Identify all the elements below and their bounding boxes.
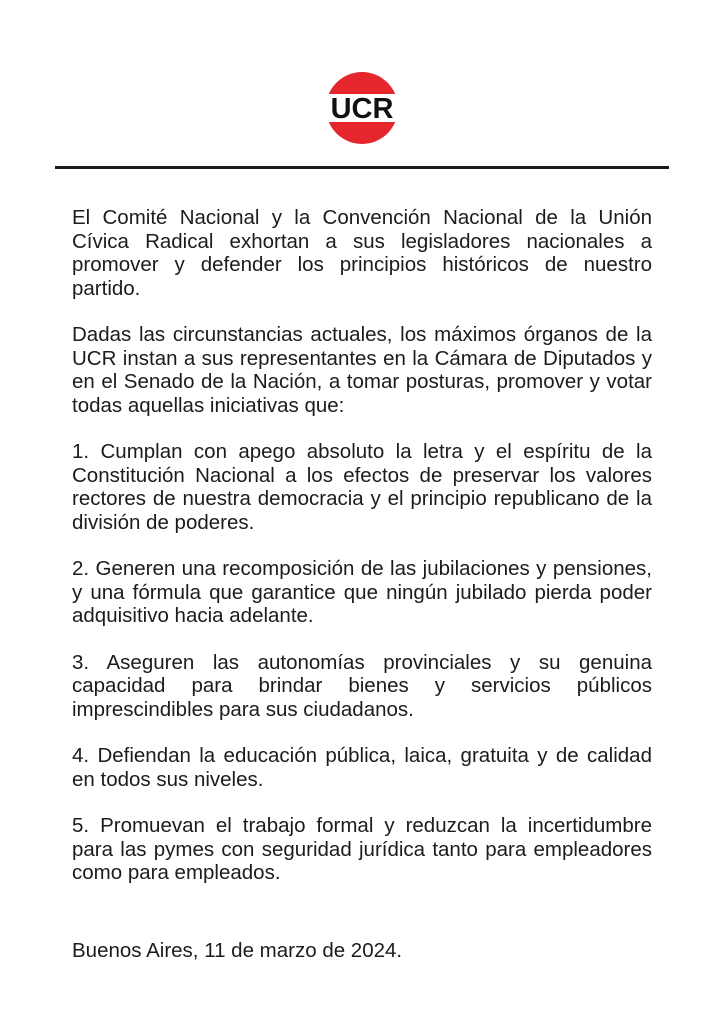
statement-body — [72, 206, 652, 908]
logo-text: UCR — [330, 93, 394, 125]
header-divider — [55, 166, 669, 169]
list-item: 2. Generen una recomposición de las jubilaciones y pensiones, y una fórmula que garantice que ningún jubilado pierda poder adquisitivo hacia adelante. — [72, 557, 652, 627]
list-item: 4. Defiendan la educación pública, laica, gratuita y de calidad en todos sus niveles. — [72, 744, 652, 791]
list-item: 5. Promuevan el trabajo formal y reduzcan la incertidumbre para las pymes con seguridad jurídica tanto para empleadores como para empleados. — [72, 814, 652, 884]
list-item: 3. Aseguren las autonomías provinciales y su genuina capacidad para brindar bienes y servicios públicos imprescindibles para sus ciudadanos. — [72, 650, 652, 721]
intro-paragraph: El Comité Nacional y la Convención Nacional de la Unión Cívica Radical exhortan a sus legisladores nacionales a promover y defender los principios históricos de nuestro partido. — [72, 206, 652, 300]
ucr-logo-mark — [326, 72, 398, 144]
list-item: 1. Cumplan con apego absoluto la letra y el espíritu de la Constitución Nacional a los efectos de preservar los valores rectores de nuestra democracia y el principio republicano de la división de poderes. — [72, 440, 652, 534]
context-paragraph: Dadas las circunstancias actuales, los máximos órganos de la UCR instan a sus representantes en la Cámara de Diputados y en el Senado de la Nación, a tomar posturas, promover y votar todas aquellas iniciativas que: — [72, 323, 652, 417]
ucr-logo — [326, 72, 398, 144]
place-and-date: Buenos Aires, 11 de marzo de 2024. — [72, 939, 403, 962]
